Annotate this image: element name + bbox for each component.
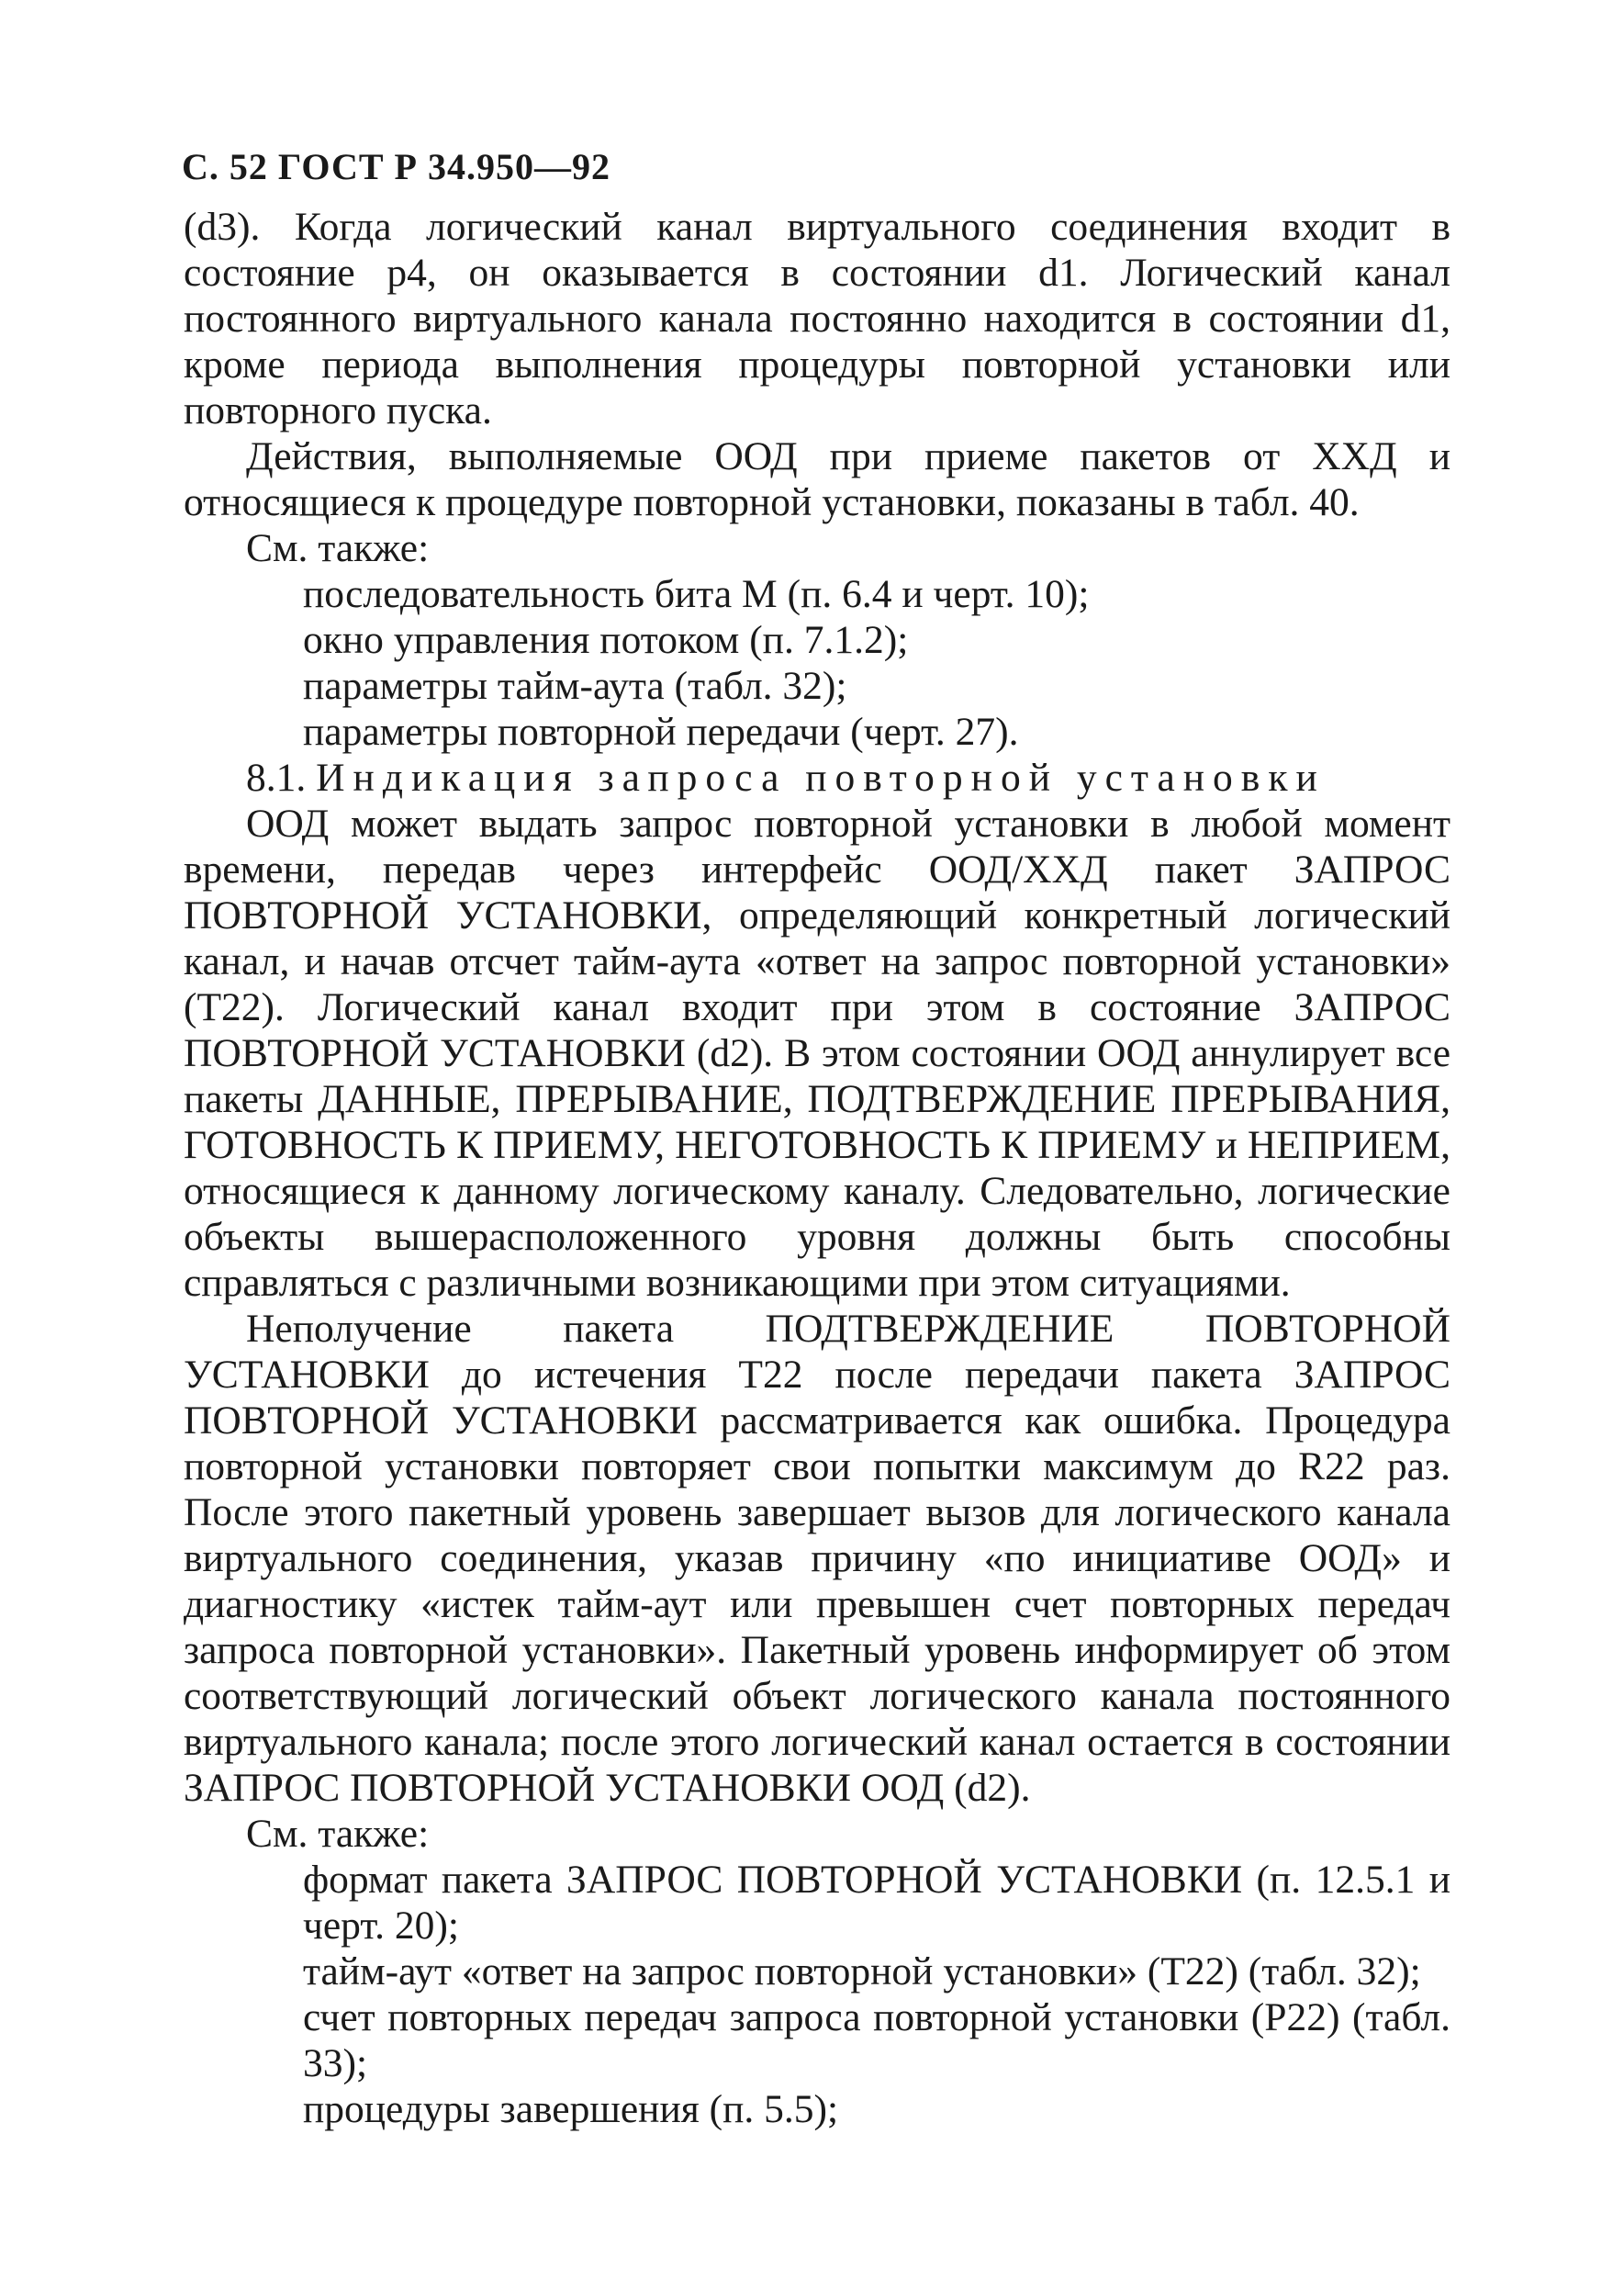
section-title: Индикация запроса повторной установки [316, 756, 1326, 800]
see-also-label: См. также: [246, 526, 430, 570]
reference-list-2 [184, 1857, 1450, 2132]
reference-item: параметры повторной передачи (черт. 27). [303, 710, 1019, 754]
reference-item: параметры тайм-аута (табл. 32); [303, 664, 847, 708]
section-number: 8.1. [246, 756, 307, 800]
reference-item: тайм-аут «ответ на запрос повторной установки» (Т22) (табл. 32); [303, 1949, 1421, 1993]
section-heading [184, 755, 1450, 801]
paragraph-continuation: (d3). Когда логический канал виртуального соединения входит в состояние р4, он оказывается в состоянии d1. Логический канал постоянного виртуального канала постоянно находится в состоянии d1, кроме периода выполнения процедуры повторной установки или повторного пуска. [184, 205, 1450, 432]
reference-item: последовательность бита М (п. 6.4 и черт. 10); [303, 572, 1090, 616]
reference-item: окно управления потоком (п. 7.1.2); [303, 618, 909, 662]
reference-item: процедуры завершения (п. 5.5); [303, 2087, 839, 2131]
reference-list-1 [184, 571, 1450, 755]
paragraph-actions: Действия, выполняемые ООД при приеме пакетов от ХХД и относящиеся к процедуре повторной установки, показаны в табл. 40. [184, 434, 1450, 524]
paragraph-reset-error: Неполучение пакета ПОДТВЕРЖДЕНИЕ ПОВТОРНОЙ УСТАНОВКИ до истечения Т22 после передачи пакета ЗАПРОС ПОВТОРНОЙ УСТАНОВКИ рассматривается как ошибка. Процедура повторной установки повторяет свои попытки максимум до R22 раз. После этого пакетный уровень завершает вызов для логического канала виртуального соединения, указав причину «по инициативе ООД» и диагностику «истек тайм-аут или превышен счет повторных передач запроса повторной установки». Пакетный уровень информирует об этом соответствующий логический объект логического канала постоянного виртуального канала; после этого логический канал остается в состоянии ЗАПРОС ПОВТОРНОЙ УСТАНОВКИ ООД (d2). [184, 1307, 1450, 1810]
page-header: С. 52 ГОСТ Р 34.950—92 [182, 146, 610, 187]
see-also-label: См. также: [246, 1812, 430, 1856]
document-body [184, 204, 1450, 2132]
paragraph-reset-request: ООД может выдать запрос повторной установки в любой момент времени, передав через интерфейс ООД/ХХД пакет ЗАПРОС ПОВТОРНОЙ УСТАНОВКИ, определяющий конкретный логический канал, и начав отсчет тайм-аута «ответ на запрос повторной установки» (Т22). Логический канал входит при этом в состояние ЗАПРОС ПОВТОРНОЙ УСТАНОВКИ (d2). В этом состоянии ООД аннулирует все пакеты ДАННЫЕ, ПРЕРЫВАНИЕ, ПОДТВЕРЖДЕНИЕ ПРЕРЫВАНИЯ, ГОТОВНОСТЬ К ПРИЕМУ, НЕГОТОВНОСТЬ К ПРИЕМУ и НЕПРИЕМ, относящиеся к данному логическому каналу. Следовательно, логические объекты вышерасположенного уровня должны быть способны справляться с различными возникающими при этом ситуациями. [184, 802, 1450, 1305]
reference-item: формат пакета ЗАПРОС ПОВТОРНОЙ УСТАНОВКИ (п. 12.5.1 и черт. 20); [303, 1858, 1450, 1948]
reference-item: счет повторных передач запроса повторной установки (Р22) (табл. 33); [303, 1995, 1450, 2085]
